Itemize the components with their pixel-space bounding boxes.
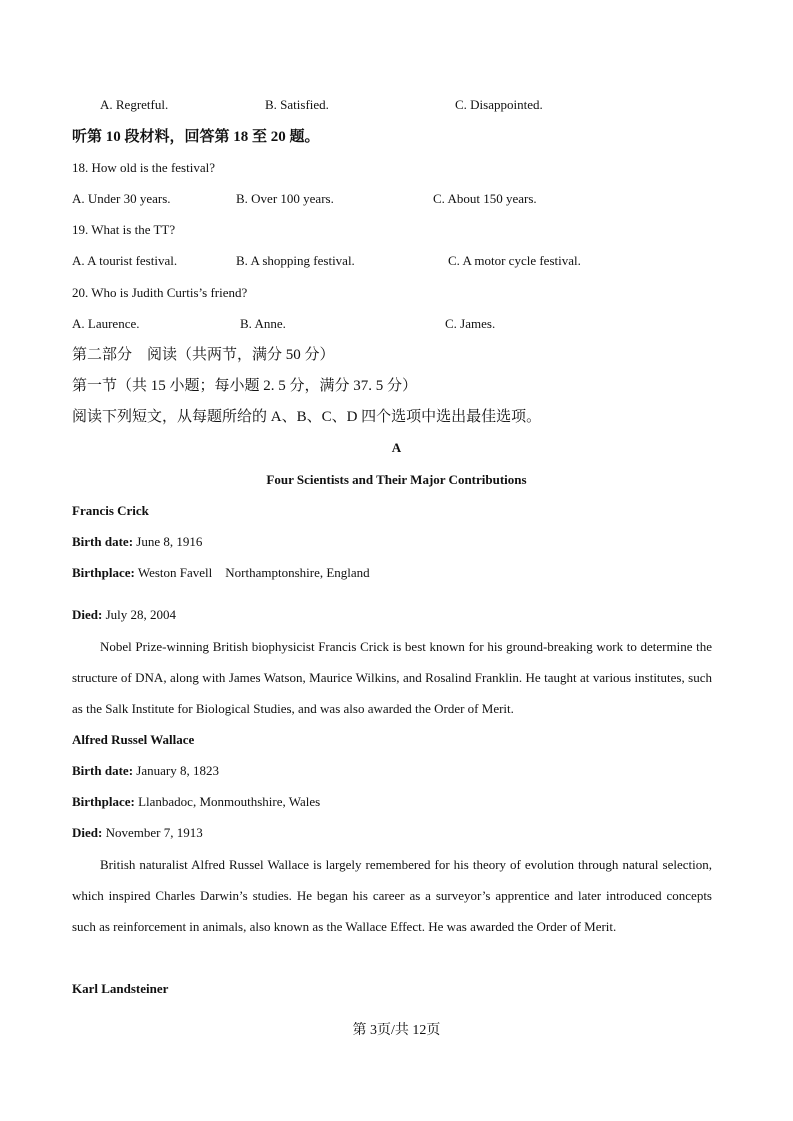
section-1-header: 第一节（共 15 小题；每小题 2. 5 分，满分 37. 5 分）	[72, 378, 418, 394]
q20-option-a: A. Laurence.	[72, 316, 140, 331]
wallace-died	[72, 825, 203, 841]
died-label: Died:	[72, 825, 103, 840]
question-18-stem: 18. How old is the festival?	[72, 160, 215, 175]
q20-option-b: B. Anne.	[240, 316, 286, 331]
scientist-name-landsteiner: Karl Landsteiner	[72, 981, 169, 996]
q17-option-c: C. Disappointed.	[455, 97, 543, 112]
q20-option-c: C. James.	[445, 316, 496, 331]
q18-option-a: A. Under 30 years.	[72, 191, 171, 206]
page-footer: 第 3页/共 12页	[352, 1023, 441, 1038]
q19-option-b: B. A shopping festival.	[236, 253, 355, 268]
birthplace-value: Weston Favell Northamptonshire, England	[134, 565, 370, 580]
birth-date-value: January 8, 1823	[133, 763, 219, 778]
q18-option-c: C. About 150 years.	[433, 191, 537, 206]
q19-option-a: A. A tourist festival.	[72, 253, 178, 268]
birth-date-label: Birth date:	[72, 534, 134, 549]
birthplace-label: Birthplace:	[72, 565, 135, 580]
died-value: July 28, 2004	[102, 607, 177, 622]
birthplace-label: Birthplace:	[72, 794, 135, 809]
crick-bio-text: Nobel Prize-winning British biophysicist Francis Crick is best known for his ground-breaking work to determine the structure of DNA, along with James Watson, Maurice Wilkins, and Rosalind Franklin. He taught at various institutes, such as the Salk Institute for Biological Studies, and was also awarded the Order of Merit.	[72, 639, 712, 717]
q18-option-b: B. Over 100 years.	[236, 191, 334, 206]
crick-died	[72, 607, 176, 623]
q17-option-a: A. Regretful.	[100, 97, 169, 112]
question-19-stem: 19. What is the TT?	[72, 222, 176, 237]
wallace-bio-text: British naturalist Alfred Russel Wallace is largely remembered for his theory of evolution through natural selection, which inspired Charles Darwin’s studies. He began his career as a surveyor’s apprentice and later introduced concepts such as reinforcement in animals, also known as the Wallace Effect. He was awarded the Order of Merit.	[72, 857, 712, 935]
wallace-bio	[72, 849, 712, 943]
question-20-stem: 20. Who is Judith Curtis’s friend?	[72, 285, 248, 300]
passage-letter: A	[391, 440, 402, 455]
died-value: November 7, 1913	[102, 825, 203, 840]
part-2-header: 第二部分 阅读（共两节，满分 50 分）	[72, 347, 335, 363]
section-10-header: 听第 10 段材料，回答第 18 至 20 题。	[72, 129, 320, 145]
crick-birthplace	[72, 565, 370, 581]
scientist-name-crick: Francis Crick	[72, 503, 149, 518]
crick-birth-date	[72, 534, 202, 550]
birth-date-label: Birth date:	[72, 763, 134, 778]
wallace-birthplace	[72, 794, 320, 810]
reading-instructions: 阅读下列短文，从每题所给的 A、B、C、D 四个选项中选出最佳选项。	[72, 409, 542, 425]
birth-date-value: June 8, 1916	[133, 534, 203, 549]
crick-bio	[72, 631, 712, 725]
q17-option-b: B. Satisfied.	[265, 97, 329, 112]
q19-option-c: C. A motor cycle festival.	[448, 253, 581, 268]
birthplace-value: Llanbadoc, Monmouthshire, Wales	[134, 794, 321, 809]
passage-title: Four Scientists and Their Major Contributions	[266, 472, 527, 487]
died-label: Died:	[72, 607, 103, 622]
wallace-birth-date	[72, 763, 219, 779]
scientist-name-wallace: Alfred Russel Wallace	[72, 732, 195, 747]
